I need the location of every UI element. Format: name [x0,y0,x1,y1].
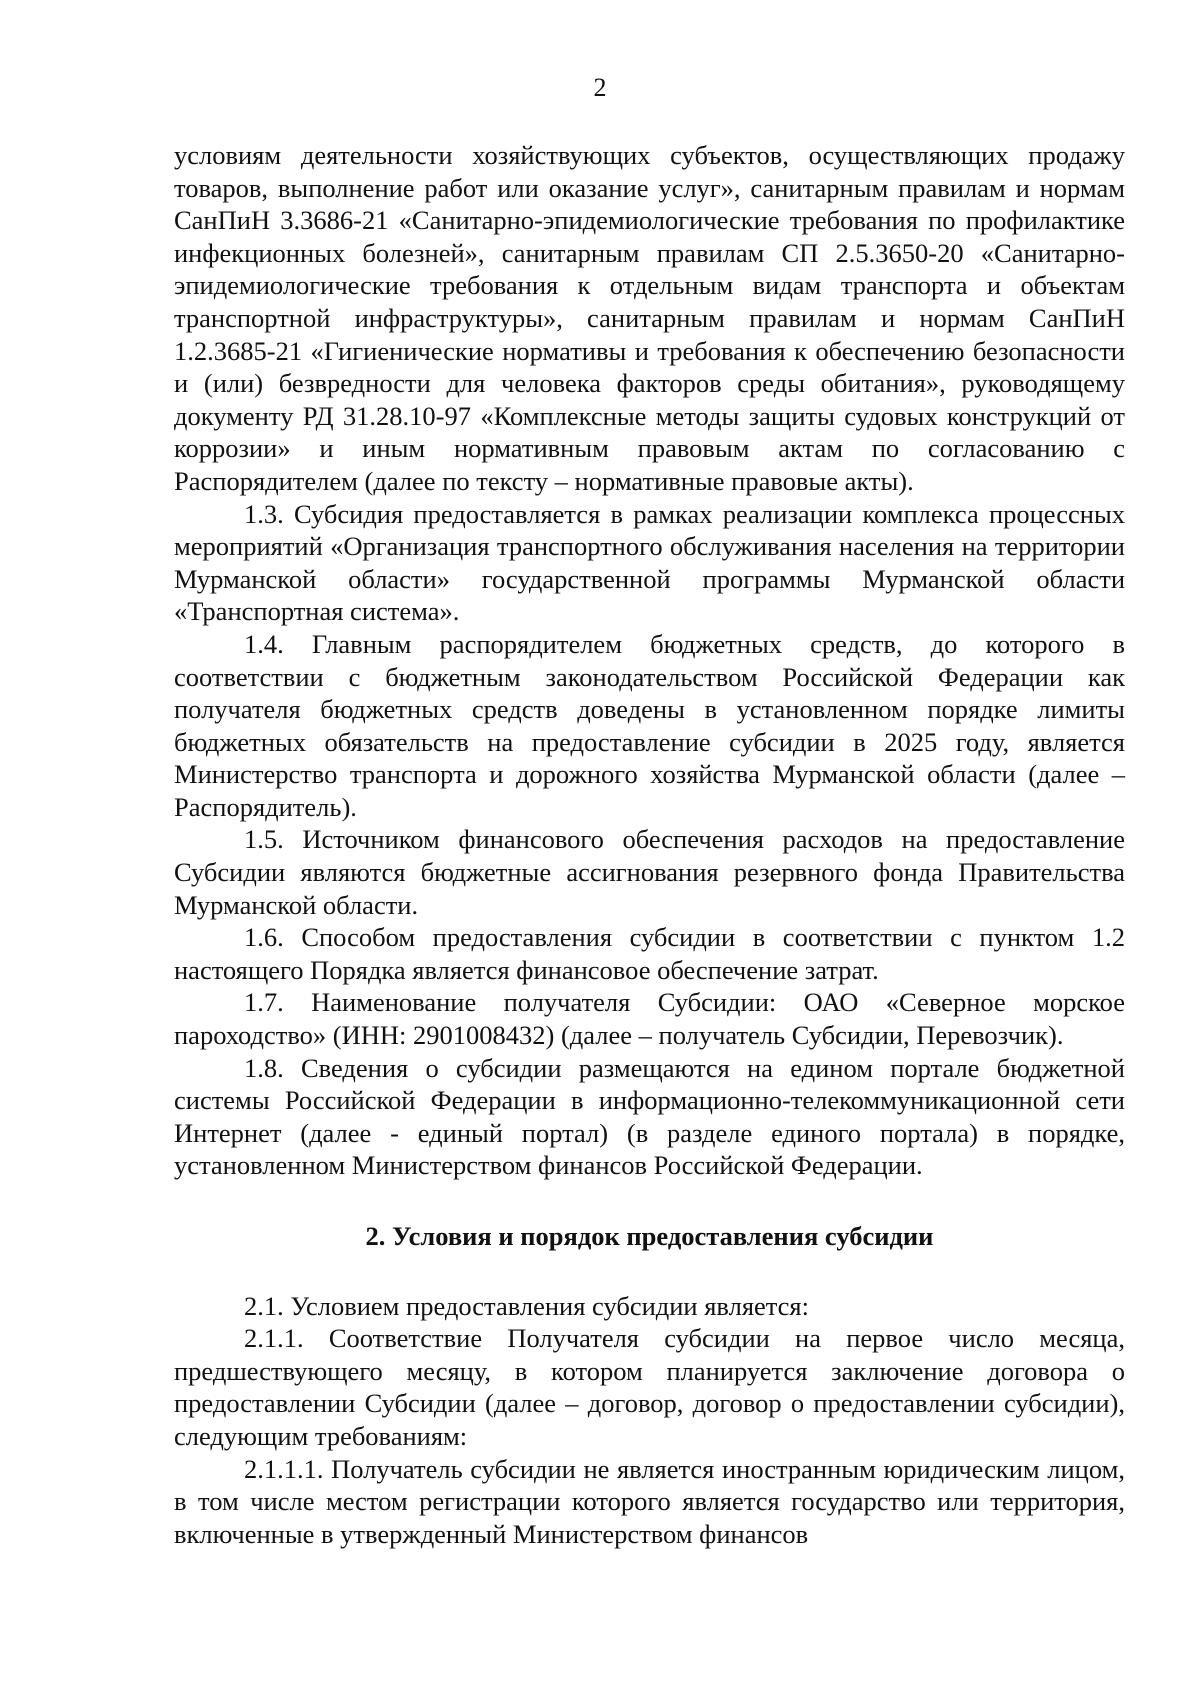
page-number: 2 [593,73,607,102]
paragraph-1-4: 1.4. Главным распорядителем бюджетных средств, до которого в соответствии с бюджетным законодательством Российской Федерации как получателя бюджетных средств доведены в установленном порядке лимиты бюджетных обязательств на предоставление субсидии в 2025 году, является Министерство транспорта и дорожного хозяйства Мурманской области (далее – Распорядитель). [174,628,1125,822]
paragraph-1-3: 1.3. Субсидия предоставляется в рамках реализации комплекса процессных мероприятий «Организация транспортного обслуживания населения на территории Мурманской области» государственной программы Мурманской области «Транспортная система». [174,498,1125,627]
paragraph-1-6: 1.6. Способом предоставления субсидии в соответствии с пунктом 1.2 настоящего Порядка является финансовое обеспечение затрат. [174,922,1125,985]
paragraph-continuation: условиям деятельности хозяйствующих субъектов, осуществляющих продажу товаров, выполнение работ или оказание услуг», санитарным правилам и нормам СанПиН 3.3686-21 «Санитарно-эпидемиологические требования по профилактике инфекционных болезней», санитарным правилам СП 2.5.3650-20 «Санитарно-эпидемиологические требования к отдельным видам транспорта и объектам транспортной инфраструктуры», санитарным правилам и нормам СанПиН 1.2.3685-21 «Гигиенические нормативы и требования к обеспечению безопасности и (или) безвредности для человека факторов среды обитания», руководящему документу РД 31.28.10-97 «Комплексные методы защиты судовых конструкций от коррозии» и иным нормативным правовым актам по согласованию с Распорядителем (далее по тексту – нормативные правовые акты). [174,140,1125,496]
paragraph-2-1-1: 2.1.1. Соответствие Получателя субсидии на первое число месяца, предшествующего месяцу, в котором планируется заключение договора о предоставлении Субсидии (далее – договор, договор о предоставлении субсидии), следующим требованиям: [174,1323,1125,1451]
section-heading: 2. Условия и порядок предоставления субсидии [365,1221,934,1251]
paragraph-1-8: 1.8. Сведения о субсидии размещаются на едином портале бюджетной системы Российской Федерации в информационно-телекоммуникационной сети Интернет (далее - единый портал) (в разделе единого портала) в порядке, установленном Министерством финансов Российской Федерации. [174,1052,1125,1181]
paragraph-2-1-1-1: 2.1.1.1. Получатель субсидии не является иностранным юридическим лицом, в том числе местом регистрации которого является государство или территория, включенные в утвержденный Министерством финансов [174,1453,1125,1549]
paragraph-1-5: 1.5. Источником финансового обеспечения расходов на предоставление Субсидии являются бюджетные ассигнования резервного фонда Правительства Мурманской области. [174,824,1125,920]
paragraph-2-1: 2.1. Условием предоставления субсидии является: [244,1290,809,1321]
paragraph-1-7: 1.7. Наименование получателя Субсидии: ОАО «Северное морское пароходство» (ИНН: 2901008432) (далее – получатель Субсидии, Перевозчик). [174,987,1125,1051]
page-content [174,139,1125,1550]
